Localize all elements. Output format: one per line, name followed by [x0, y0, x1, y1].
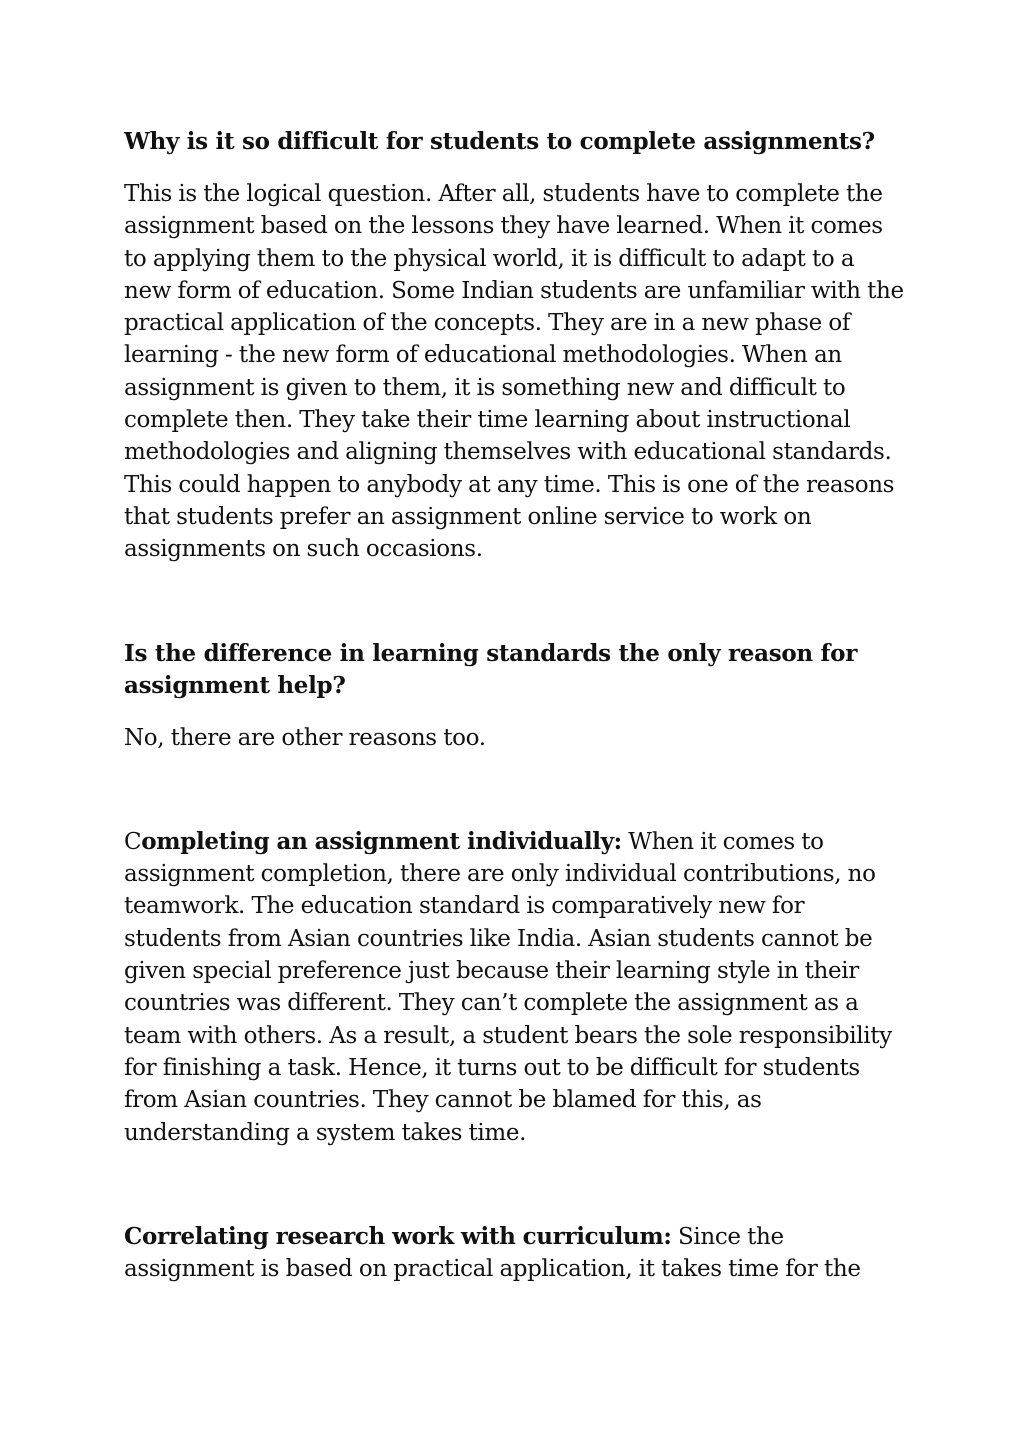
- paragraph-other-reasons: No, there are other reasons too.: [124, 724, 486, 751]
- lead-title-individual: ompleting an assignment individually:: [141, 827, 622, 855]
- section-heading-difficulty: Why is it so difficult for students to complete assignments?: [124, 128, 875, 155]
- lead-initial-letter: C: [124, 828, 142, 855]
- paragraph-text-individual: When it comes to assignment completion, there are only individual contributions, no teamwork. The education standard is comparatively new for students from Asian countries like India. Asian students cannot be given special preference just because their learning style in their countries was different. They can’t complete the assignment as a team with others. As a result, a student bears the sole responsibility for finishing a task. Hence, it turns out to be difficult for students from Asian countries. They cannot be blamed for this, as understanding a system takes time.: [124, 828, 892, 1146]
- lead-title-research: Correlating research work with curriculum:: [124, 1222, 672, 1250]
- paragraph-individual-completion: [124, 826, 904, 1149]
- paragraph-text-research: Since the assignment is based on practical application, it takes time for the: [124, 1223, 861, 1283]
- paragraph-difficulty: This is the logical question. After all, students have to complete the assignment based on the lessons they have learned. When it comes to applying them to the physical world, it is difficult to adapt to a new form of education. Some Indian students are unfamiliar with the practical application of the concepts. They are in a new phase of learning - the new form of educational methodologies. When an assignment is given to them, it is something new and difficult to complete then. They take their time learning about instructional methodologies and aligning themselves with educational standards. This could happen to anybody at any time. This is one of the reasons that students prefer an assignment online service to work on assignments on such occasions.: [124, 181, 904, 563]
- section-heading-learning-standards: Is the difference in learning standards the only reason for assignment help?: [124, 639, 858, 699]
- paragraph-research-curriculum: [124, 1221, 904, 1286]
- document-page: [124, 126, 904, 1285]
